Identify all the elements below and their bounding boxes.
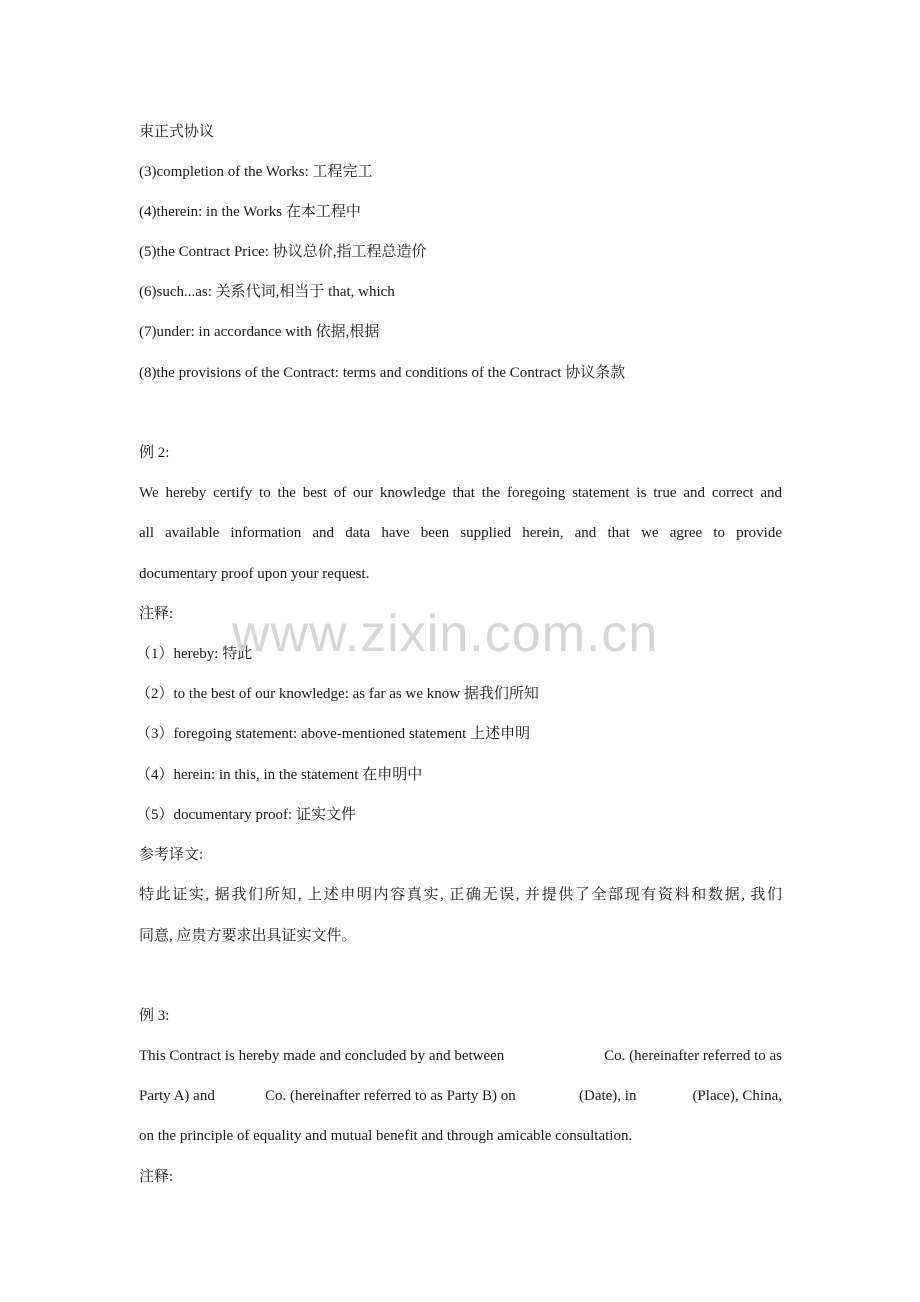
- note-item: （2）to the best of our knowledge: as far as we know 据我们所知: [136, 686, 539, 702]
- text-line: 束正式协议: [139, 124, 215, 140]
- example-heading: 例 3:: [139, 1008, 170, 1024]
- translation-line: 特此证实, 据我们所知, 上述申明内容真实, 正确无误, 并提供了全部现有资料和数据, 我们: [139, 887, 782, 903]
- watermark: www.zixin.com.cn: [232, 605, 659, 663]
- paragraph-line: on the principle of equality and mutual benefit and through amicable consultation.: [139, 1128, 633, 1144]
- text-line: (5)the Contract Price: 协议总价,指工程总造价: [139, 244, 427, 260]
- text-segment: Co. (hereinafter referred to as: [604, 1048, 782, 1064]
- text-segment: Party A) and: [139, 1088, 215, 1104]
- translation-line: 同意, 应贵方要求出具证实文件。: [139, 928, 357, 944]
- paragraph-line: We hereby certify to the best of our knowledge that the foregoing statement is true and correct and: [139, 485, 782, 501]
- translation-heading: 参考译文:: [139, 847, 204, 863]
- text-segment: (Date), in: [579, 1088, 637, 1104]
- text-line: (4)therein: in the Works 在本工程中: [139, 204, 361, 220]
- text-line: (8)the provisions of the Contract: terms and conditions of the Contract 协议条款: [139, 365, 626, 381]
- paragraph-line: documentary proof upon your request.: [139, 566, 370, 582]
- note-item: （1）hereby: 特此: [136, 646, 253, 662]
- text-line: (6)such...as: 关系代词,相当于 that, which: [139, 284, 395, 300]
- paragraph-line: [139, 1046, 782, 1066]
- note-item: （3）foregoing statement: above-mentioned statement 上述申明: [136, 726, 531, 742]
- paragraph-line: all available information and data have been supplied herein, and that we agree to provide: [139, 525, 782, 541]
- note-item: （4）herein: in this, in the statement 在申明中: [136, 767, 423, 783]
- note-item: （5）documentary proof: 证实文件: [136, 807, 356, 823]
- example-heading: 例 2:: [139, 445, 170, 461]
- notes-heading: 注释:: [139, 1169, 174, 1185]
- notes-heading: 注释:: [139, 606, 174, 622]
- text-segment: (Place), China,: [692, 1088, 782, 1104]
- text-line: (7)under: in accordance with 依据,根据: [139, 324, 380, 340]
- text-line: (3)completion of the Works: 工程完工: [139, 164, 373, 180]
- text-segment: Co. (hereinafter referred to as Party B) on: [265, 1088, 516, 1104]
- text-segment: This Contract is hereby made and concluded by and between: [139, 1048, 505, 1064]
